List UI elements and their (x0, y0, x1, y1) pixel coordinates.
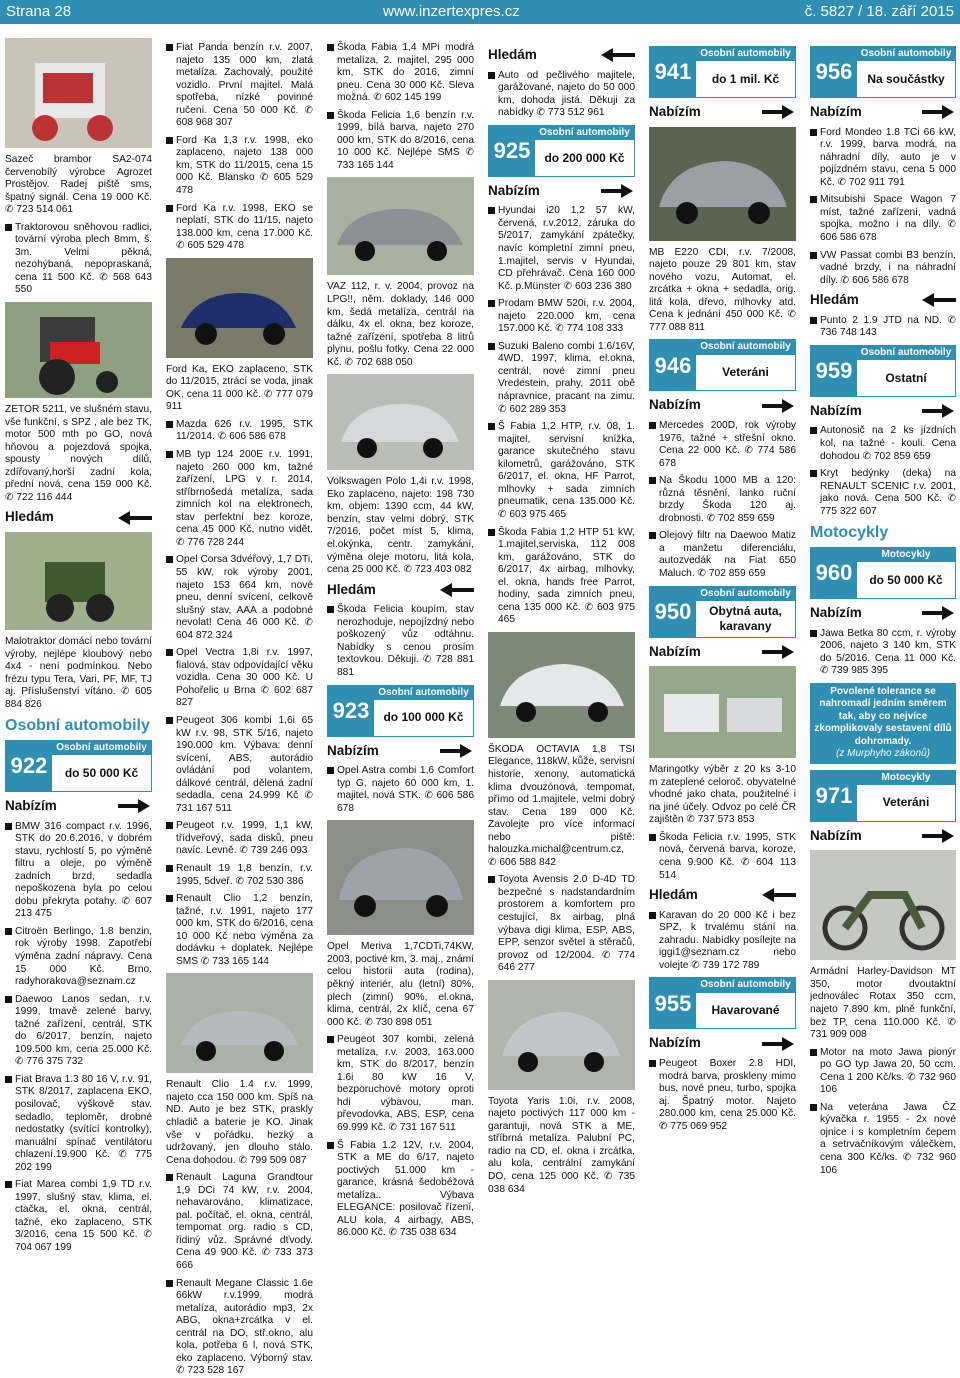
arrow-right-icon (440, 744, 474, 758)
ad-peugeot-boxer: Peugeot Boxer 2.8 HDI, modrá barva, proskleny mimo bus, nové pneu, turbo, spojka aj. Špatný motor. Najeto 280.000 km, cena 25.000 Kč. ✆ 775 069 952 (649, 1058, 796, 1133)
ad-mercedes-200d: Mercedes 200D, rok výroby 1976, tažné + střešní okno. Cena 22 000 Kč. ✆ 774 586 678 (649, 420, 796, 470)
wanted-label: Hledám (488, 47, 537, 62)
offer-label: Nabízím (488, 182, 540, 198)
section-motorcycles-title: Motocykly (810, 524, 889, 542)
ad-suzuki-baleno: Suzuki Baleno combi 1.6/16V, 4WD, 1997, klima, el.okna, centrál, nové zimní pneu Vredestein, prahy, 2011 obě nápravnice, pracant na zimu. ✆ 602 289 353 (488, 341, 635, 416)
photo-maringotky (649, 666, 796, 758)
ad-skoda-1000mb-parts: Na Škodu 1000 MB a 120: různá těsnění, lanko ruční brzdy Škoda 120 aj. drobnosti. ✆ 702 859 659 (649, 475, 796, 525)
arrow-right-icon (922, 829, 956, 843)
section-offer (327, 743, 474, 760)
offer-label: Nabízím (810, 827, 862, 843)
category-925[interactable] (488, 125, 635, 177)
ad-mb-124: MB typ 124 200E r.v. 1991, najeto 260 000 km, tažné zařízení, LPG v r. 2014, stříbrnošedá metalíza, sada zimních kol na elektronech, stav perfektní bez koroze, cena 45 000 Kč, nutno vidět. ✆ 776 728 244 (166, 449, 313, 549)
arrow-right-icon (601, 184, 635, 198)
section-offer (649, 1035, 796, 1052)
photo-toyota-yaris (488, 980, 635, 1090)
section-offer (488, 183, 635, 200)
category-950[interactable] (649, 586, 796, 638)
category-title: Ostatní (885, 370, 927, 385)
ad-zetor: ZETOR 5211, ve slušném stavu, vše funkční, s SPZ , ale bez TK, motor 500 mth po GO, nová hňovou a pojezdová spojka, spousty nových dílů, zdířovaný,horší zadní kola, přední nová, cena 159 000 Kč. ✆ 722 116 444 (5, 404, 152, 503)
column-1 (5, 36, 152, 1378)
wanted-label: Hledám (327, 581, 376, 597)
ad-bmw-316: BMW 316 compact r.v. 1996, STK do 20.6.2016, v dobrém stavu, rychlostí 5, po výměně filtru a oleje, po výměně zadních brzd, sedadla nepoškozena byla po celou dobu překryta potahy. ✆ 607 213 475 (5, 821, 152, 921)
photo-ford-ka (166, 258, 313, 358)
category-title: Havarované (711, 1003, 780, 1018)
category-number: 922 (6, 741, 52, 791)
ad-renault-laguna: Renault Laguna Grandtour 1,9 DCi 74 kW, r.v. 2004, nehavarováno, klimatizace, pal. počítač, el. okna, centrál, tempomat org. radio s CD, řidiný vůz. Správné dťvody. Cena 49 900 Kč. ✆ 733 373 666 (166, 1172, 313, 1272)
ad-vaz-112-caption: VAZ 112, r. v. 2004, provoz na LPG!!, něm. doklady, 146 000 km, šedá metalíza, centrál na dálku, 4x el. okna, bez koroze, tažné zařízení, spotřeba 8 litrů plynu, pošlu fotky. Cena 22 000 Kč. ✆ 702 688 050 (327, 281, 474, 368)
section-offer (810, 403, 956, 420)
category-group: Osobní automobily (535, 126, 634, 140)
ad-opel-meriva-caption: Opel Meriva 1,7CDTi,74KW, 2003, poctivé km, 3. maj., známí celou historii auta (rodina), pěkný interiér, alu (letní) 80%, plech (zimní) 90%, el.okna, klima, centrál, 2x klíč, cena 67 000 Kč. ✆ 730 898 051 (327, 941, 474, 1028)
category-number: 960 (811, 548, 857, 598)
category-group: Osobní automobily (52, 741, 151, 755)
ad-maringotky-caption: Maringotky výběr z 20 ks 3-10 m zateplené celoroč. obyvatelné vhodné jako chata, použitelné i na jiné účely. Odvoz po celé ČR zajištěn ✆ 737 573 853 (649, 764, 796, 826)
ad-skoda-octavia-caption: ŠKODA OCTAVIA 1,8 TSI Elegance, 118kW, kůže, servisní historie, xenony, automatická klima dvouzónová, tempomat, přímo od 1.majitele, velmi dobrý stav. Cena 189 000 Kč. Zavolejte pro více informací nebo piště: halouzka.michal@centrum.cz, ✆ 606 588 842 (488, 743, 635, 868)
section-offer (810, 828, 956, 845)
ad-opel-corsa: Opel Corsa 3dvéřový, 1,7 DTi, 55 kW, rok výroby 2001, najeto 153 664 km, nové pneu, denní svícení, celkově slušný stav, AAA a podobné nevolat! Cena 46 000 Kč. ✆ 604 872 324 (166, 554, 313, 642)
ad-jawa-betka: Jawa Betka 80 ccm, r. výroby 2006, najeto 3 140 km, STK do 5/2016. Cena 11 000 Kč. ✆ 739 985 395 (810, 628, 956, 678)
arrow-left-icon (118, 511, 152, 525)
arrow-right-icon (762, 105, 796, 119)
photo-potato-planter (5, 38, 152, 148)
offer-label: Nabízím (649, 104, 701, 119)
ad-renault-clio-caption: Renault Clio 1.4 r.v. 1999, najeto cca 150 000 km. Spíš na ND. Auto je bez STK, praskly chladič a baterie je KO. Jinak vše v pořádku, hezký a udržovaný, jen dlouho stálo. Cena dohodou. ✆ 799 509 087 (166, 1079, 313, 1166)
section-offer (649, 397, 796, 414)
offer-label: Nabízím (649, 397, 701, 413)
ad-snow-plow: Traktorovou sněhovou radlici, tovární výroba plech 8mm, š. 3m. Velmi pěkná, nezohýbaná, nepopraskaná, cena 11 500 Kč. ✆ 568 643 550 (5, 222, 152, 297)
offer-label: Nabízím (649, 1035, 701, 1051)
section-offer (5, 798, 152, 815)
ad-fiat-brava: Fiat Brava 1.3 80 16 V, r.v. 91, STK 8/2017, zaplacena EKO, posilovač, výškově stav. sedadlo, teploměr, drobné nedostatky (svítící kontrolky), manuální spínač ventilátoru chlazení.19.900 Kč. ✆ 775 202 199 (5, 1074, 152, 1174)
ad-mitsubishi-space-wagon: Mitsubishi Space Wagon 7 míst, tažné zařízení, vadná spojka, možno i na díly. ✆ 606 586 678 (810, 194, 956, 244)
murphy-quote (810, 683, 956, 764)
ad-opel-astra: Opel Astra combi 1,6 Comfort typ G, najeto 60 000 km, 1. majitel, nová STK. ✆ 606 586 678 (327, 765, 474, 815)
ad-citroen-berlingo: Citroën Berlingo, 1.8 benzin, rok výroby 1998. Zapotřebí výměna zadní nápravy. Cena 15 000 Kč. Brno. radyhorakova@seznam.cz (5, 926, 152, 989)
ad-potato-planter: Sazeč brambor SA2-074 červenobílý výrobce Agrozet Prostějov. Radej piště sms, špatný signál. Cena 19 000 Kč. ✆ 723 514 061 (5, 154, 152, 216)
ad-jawa-motor: Motor na moto Jawa pionýr po GO typ Jawa 20, 50 ccm. Cena 1 200 Kč/ks. ✆ 732 960 106 (810, 1047, 956, 1097)
ad-opel-vectra: Opel Vectra 1,8i r.v. 1997, fialová, stav odpovídající věku vozidla. Cena 30 000 Kč. U Pohořelic u Brna ✆ 602 687 827 (166, 647, 313, 710)
ad-car-wanted: Auto od pečlivého majitele, garážované, najeto do 50 000 km, dohoda jistá. Děkuji za nabídky ✆ 773 512 961 (488, 70, 635, 120)
category-title: Veteráni (722, 365, 769, 380)
category-group: Osobní automobily (696, 47, 795, 61)
ad-ford-mondeo: Ford Mondeo 1.8 TCi 66 kW, r.v. 1999, barva modrá, na náhradní díly, auto je v pojízdném stavu, cena 5 000 Kč. ✆ 702 911 791 (810, 127, 956, 190)
arrow-left-icon (922, 293, 956, 307)
ad-small-tractor: Malotraktor domácí nebo tovární výroby, nejlépe kloubový nebo 4x4 - není podmínkou. Nebo frézu typu Tera, Vari, PF, MF, TJ aj. Příslušenství vítáno. ✆ 605 884 826 (5, 635, 152, 710)
category-971[interactable] (810, 770, 956, 822)
category-title: Obytná auta, karavany (709, 603, 782, 633)
ad-renault-19: Renault 19 1,8 benzín, r.v. 1995, 5dveř. ✆ 702 530 386 (166, 863, 313, 888)
wanted-label: Hledám (649, 887, 698, 903)
section-wanted (327, 582, 474, 599)
arrow-right-icon (762, 645, 796, 659)
photo-opel-meriva (327, 820, 474, 935)
category-941[interactable] (649, 46, 796, 98)
section-offer (649, 104, 796, 121)
category-group: Osobní automobily (696, 587, 795, 601)
quote-source: (z Murphyho zákonů) (836, 748, 930, 760)
site-url[interactable]: www.inzertexpres.cz (383, 3, 520, 20)
category-956[interactable] (810, 46, 956, 98)
offer-label: Nabízím (810, 604, 862, 620)
section-wanted (5, 509, 152, 526)
photo-skoda-octavia (488, 632, 635, 738)
ad-harley-caption: Armádní Harley-Davidson MT 350, motor dvoutaktní jednoválec Rotax 350 ccm, najeto 7.890 km, plně funkční, bez TP, cena 110.000 Kč. ✆ 731 909 008 (810, 966, 956, 1041)
category-title: do 50 000 Kč (869, 572, 943, 587)
ad-felicia-wanted: Škoda Felicia koupím, stav nerozhoduje, nepojízdný nebo poškozený vůz odtáhnu. Nabídky s cenou prosím textovkou. Děkuji. ✆ 728 881 881 (327, 604, 474, 679)
arrow-right-icon (922, 404, 956, 418)
category-959[interactable] (810, 345, 956, 397)
arrow-right-icon (762, 399, 796, 413)
ad-peugeot-306: Peugeot 306 kombi 1,6i 65 kW r.v. 98, STK 5/16, najeto 190.000 km. Výbava: denní svícení, ABS, autorádio ovládání pod volantem, dálkové centrál, dělená zadní sedadla, cena 24.999 Kč ✆ 731 167 511 (166, 715, 313, 815)
ad-skoda-fabia-htp-51: Škoda Fabia 1,2 HTP 51 kW, 1.majitel,serviska, 112 008 km, garážováno, STK do 6/2017, 4x airbag, mlhovky, el. okna, hands free Parrot, hodiny, sada zimních pneu, cena 135 000 Kč. ✆ 603 975 465 (488, 527, 635, 627)
category-number: 971 (811, 771, 857, 821)
category-number: 946 (650, 340, 696, 390)
offer-label: Nabízím (649, 643, 701, 659)
ad-karavan-wanted: Karavan do 20 000 Kč i bez SPZ, k trvalému stání na zahradu. Nabídky posílejte na iggi1@seznam.cz nebo volejte ✆ 739 172 789 (649, 910, 796, 973)
photo-small-tractor (5, 532, 152, 630)
photo-vaz-112 (327, 177, 474, 275)
category-title: do 1 mil. Kč (711, 71, 780, 86)
photo-mb-e220 (649, 127, 796, 241)
ad-mazda-626: Mazda 626 r.v. 1995, STK 11/2014. ✆ 606 586 678 (166, 419, 313, 444)
ad-punto-wanted: Punto 2 1.9 JTD na ND. ✆ 736 748 143 (810, 315, 956, 340)
arrow-left-icon (440, 583, 474, 597)
ad-fiat-panda: Fiat Panda benzín r.v. 2007, najeto 135 000 km, zlatá metalíza. Zachovalý, použité vozidlo. První majitel. Malá spotřeba, nízké povinné ručení. Cena 50 000 Kč. ✆ 608 968 307 (166, 42, 313, 130)
arrow-right-icon (922, 105, 956, 119)
column-6 (810, 42, 956, 1378)
category-923[interactable] (327, 685, 474, 737)
column-3 (327, 42, 474, 1378)
category-number: 941 (650, 47, 696, 97)
page-header (0, 0, 960, 24)
ad-renault-scenic-cover: Kryt bedýnky (deka) na RENAULT SCENIC r.v. 2001, jako nová. Cena 500 Kč. ✆ 775 322 607 (810, 468, 956, 518)
section-wanted (649, 887, 796, 904)
ad-hyundai-i20: Hyundai i20 1,2 57 kW, červená, r.v.2012, záruka do 5/2017, zamykání zpátečky, navíc kompletní zimní pneu, 1.majitel, servis v Hyundai, CD přehrávač. Cena 160 000 Kč. p.Münster ✆ 603 236 380 (488, 205, 635, 293)
category-960[interactable] (810, 547, 956, 599)
category-title: do 100 000 Kč (383, 710, 464, 725)
offer-label: Nabízím (810, 402, 862, 418)
section-offer (810, 104, 956, 121)
category-group: Motocykly (857, 771, 955, 785)
category-number: 925 (489, 126, 535, 176)
photo-harley-davidson (810, 850, 956, 960)
ad-mb-e220-caption: MB E220 CDI, r.v. 7/2008, najeto pouze 29 801 km, stav nového vozu, Automat, el. zrcátka + okna + sedadla, orig. litá kola, dřevo, mlhovky atd. Cena k jednání 450 000 Kč. ✆ 777 088 811 (649, 246, 796, 333)
ad-toyota-avensis: Toyota Avensis 2.0 D-4D TD bezpečné s nadstandardním prostorem a komfortem pro cestující, 8x airbag, plná výbava digi klima, ESP, ABS, EPP, senzor světel a stěračů, provoz od 12/2004. ✆ 774 646 277 (488, 874, 635, 974)
page-number: Strana 28 (6, 3, 72, 20)
issue-date: č. 5827 / 18. září 2015 (804, 3, 954, 20)
category-group: Osobní automobily (374, 686, 473, 700)
ad-skoda-felicia-1995: Škoda Felicia r.v. 1995, STK nová, červená barva, koroze, cena 9.900 Kč. ✆ 604 113 514 (649, 832, 796, 882)
ad-fiat-marea: Fiat Marea combi 1,9 TD r.v. 1997, slušný stav, klima, el. ctačka, el. okna, centrál, tažné, eko zaplaceno, STK 3/2016, cena 15 500 Kč. ✆ 704 067 199 (5, 1179, 152, 1254)
arrow-left-icon (601, 48, 635, 62)
arrow-left-icon (762, 888, 796, 902)
category-title: Na součástky (867, 71, 945, 86)
ad-bike-carrier: Autonosič na 2 ks jízdních kol, na tažné - kouli. Cena dohodou ✆ 702 859 659 (810, 425, 956, 463)
ad-peugeot-307: Peugeot 307 kombi, zelená metalíza, r.v. 2003, 163.000 km, STK do 8/2017, benzín 1.6i 80 kW 16 V, bezporuchové motory oproti hdi výbavou, man. převodovka, ABS, ESP, cena 69.999 Kč. ✆ 731 167 511 (327, 1034, 474, 1134)
category-group: Osobní automobily (696, 978, 795, 992)
ad-ford-ka-caption: Ford Ka, EKO zaplaceno, STK do 11/2015, ztrácí se voda, jinak OK, cena 11 000 Kč. ✆ 777 079 911 (166, 363, 313, 413)
arrow-right-icon (922, 606, 956, 620)
offer-label: Nabízím (810, 104, 862, 119)
category-number: 959 (811, 346, 857, 396)
offer-label: Nabízím (327, 742, 379, 758)
ad-vw-passat-b3: VW Passat combi B3 benzín, vadné brzdy, i na náhradní díly. ✆ 606 586 678 (810, 250, 956, 288)
ad-skoda-fabia: Škoda Fabia 1,4 MPi modrá metalíza, 2. majitel, 295 000 km, STK do 2016, zimní pneu. Cena 30 000 Kč. Sleva možná. ✆ 602 145 199 (327, 42, 474, 105)
ad-daewoo-matiz-filter: Olejový filtr na Daewoo Matiz a manžetu diferenciálu, autozvedák na Fiat 650 Maluch. ✆ 702 859 659 (649, 530, 796, 580)
offer-label: Nabízím (5, 797, 57, 813)
quote-text: Povolené tolerance se nahromadí jedním směrem tak, aby co nejvíce zkomplikovaly sestavení dílů dohromady. (814, 685, 952, 747)
category-group: Osobní automobily (857, 346, 955, 360)
ad-bmw-520i: Prodam BMW 520i, r.v. 2004, najeto 220.000 km, cena 157.000 Kč. ✆ 774 108 333 (488, 298, 635, 336)
photo-vw-polo (327, 374, 474, 470)
category-group: Osobní automobily (696, 340, 795, 354)
ad-daewoo-lanos: Daewoo Lanos sedan, r.v. 1999, tmavě zelené barvy, tažné zařízení, centrál, STK do 6/2017, benzín, najeto 109.500 km, cena 25.000 Kč. ✆ 776 375 732 (5, 994, 152, 1069)
column-2 (166, 42, 313, 1378)
category-title: Veteráni (882, 795, 930, 810)
ad-renault-clio-1: Renault Clio 1,2 benzín, tažné, r.v. 1991, najeto 177 000 km, STK do 6/2016, cena 10 000 Kč nebo výměna za dodávku + doplatek. Nejlépe SMS ✆ 733 165 144 (166, 893, 313, 968)
ad-ford-ka-2: Ford Ka r.v. 1998, EKO se neplatí, STK do 11/15, najeto 138.000 km, cena 17.000 Kč. ✆ 605 529 478 (166, 203, 313, 253)
photo-renault-clio (166, 973, 313, 1073)
section-cars-title: Osobní automobily (5, 717, 150, 735)
section-wanted (810, 292, 956, 309)
category-number: 955 (650, 978, 696, 1028)
category-number: 956 (811, 47, 857, 97)
category-946[interactable] (649, 339, 796, 391)
ad-skoda-fabia-12: Š Fabia 1.2 12V, r.v. 2004, STK a ME do 6/17, najeto poctivých 51.000 km - garance, krásná šedobéžová metalíza.. Výbava ELEGANCE: posilovač řízení, ALU kola, 4 airbagy, ABS, 86.000 Kč. ✆ 735 038 634 (327, 1140, 474, 1240)
ad-jawa-cz-parts: Na veterána Jawa ČZ kývačka r. 1955 - 2x nové ojnice i s kompletním čepem a setrvačníkovým válečkem, cena 300 Kč/ks. ✆ 732 960 106 (810, 1102, 956, 1177)
ad-vw-polo-caption: Volkswagen Polo 1,4i r.v. 1998, Eko zaplaceno, najeto: 198 730 km, objem: 1390 ccm, 44 kW, benzín, stav velmi dobrý, STK 7/2016, počet míst 5, klima, el.okýnka, centr. zamykání, výměna oleje motoru, litá kola, cena 25 000 Kč. ✆ 723 403 082 (327, 476, 474, 576)
category-title: do 50 000 Kč (64, 765, 139, 780)
section-offer (649, 644, 796, 661)
arrow-right-icon (118, 799, 152, 813)
wanted-label: Hledám (5, 509, 54, 525)
ad-renault-megane: Renault Megane Classic 1.6e 66kW r.v.1999, modrá metalíza, autorádio mp3, 2x ABG, okna+zrcátka v el. centrál na DO, stř.okno, alu kola, potřeba 6 l, nová STK, eko zaplaceno. Výborný stav. ✆ 723 528 167 (166, 1278, 313, 1378)
arrow-right-icon (762, 1037, 796, 1051)
ad-ford-ka-1: Ford Ka 1,3 r.v. 1998, eko zaplaceno, najeto 138 000 km, STK do 11/2015, cena 15 000 Kč. Blansko ✆ 605 529 478 (166, 135, 313, 198)
ad-peugeot: Peugeot r.v. 1999, 1,1 kW, třídveřový, sada disků, pneu navíc. Levně. ✆ 739 246 093 (166, 820, 313, 858)
photo-tractor-zetor (5, 302, 152, 398)
ad-toyota-yaris-caption: Toyota Yaris 1.0i, r.v. 2008, najeto poctivých 117 000 km - garantuji, nová STK a ME, stříbrná metalíza. Palubní PC, radio na CD, el. okna i zrcátka, alu kola, centrální zamykání DO, cena 125 000 Kč. ✆ 735 038 634 (488, 1095, 635, 1195)
column-5 (649, 42, 796, 1378)
wanted-label: Hledám (810, 292, 859, 308)
category-group: Osobní automobily (857, 47, 955, 61)
category-955[interactable] (649, 977, 796, 1029)
category-number: 923 (328, 686, 374, 736)
ad-skoda-fabia-htp: Š Fabia 1,2 HTP, r.v. 08, 1. majitel, servisní knížka, garance skutečného stavu kilometrů, garážováno, STK 6/2017, el. okna, HF Parrot, mlhovky + sada zimních pneumatik, cena 135.000 Kč. ✆ 603 975 465 (488, 421, 635, 521)
section-offer (810, 605, 956, 622)
ad-skoda-felicia: Škoda Felicia 1,6 benzín r.v. 1999, bílá barva, najeto 270 000 km, STK do 8/2016, cena 10 000 Kč. Nejlépe SMS ✆ 733 165 144 (327, 110, 474, 173)
section-wanted (488, 47, 635, 64)
category-group: Motocykly (857, 548, 955, 562)
column-4 (488, 42, 635, 1378)
category-title: do 200 000 Kč (544, 150, 625, 165)
category-922[interactable] (5, 740, 152, 792)
category-number: 950 (650, 587, 696, 637)
